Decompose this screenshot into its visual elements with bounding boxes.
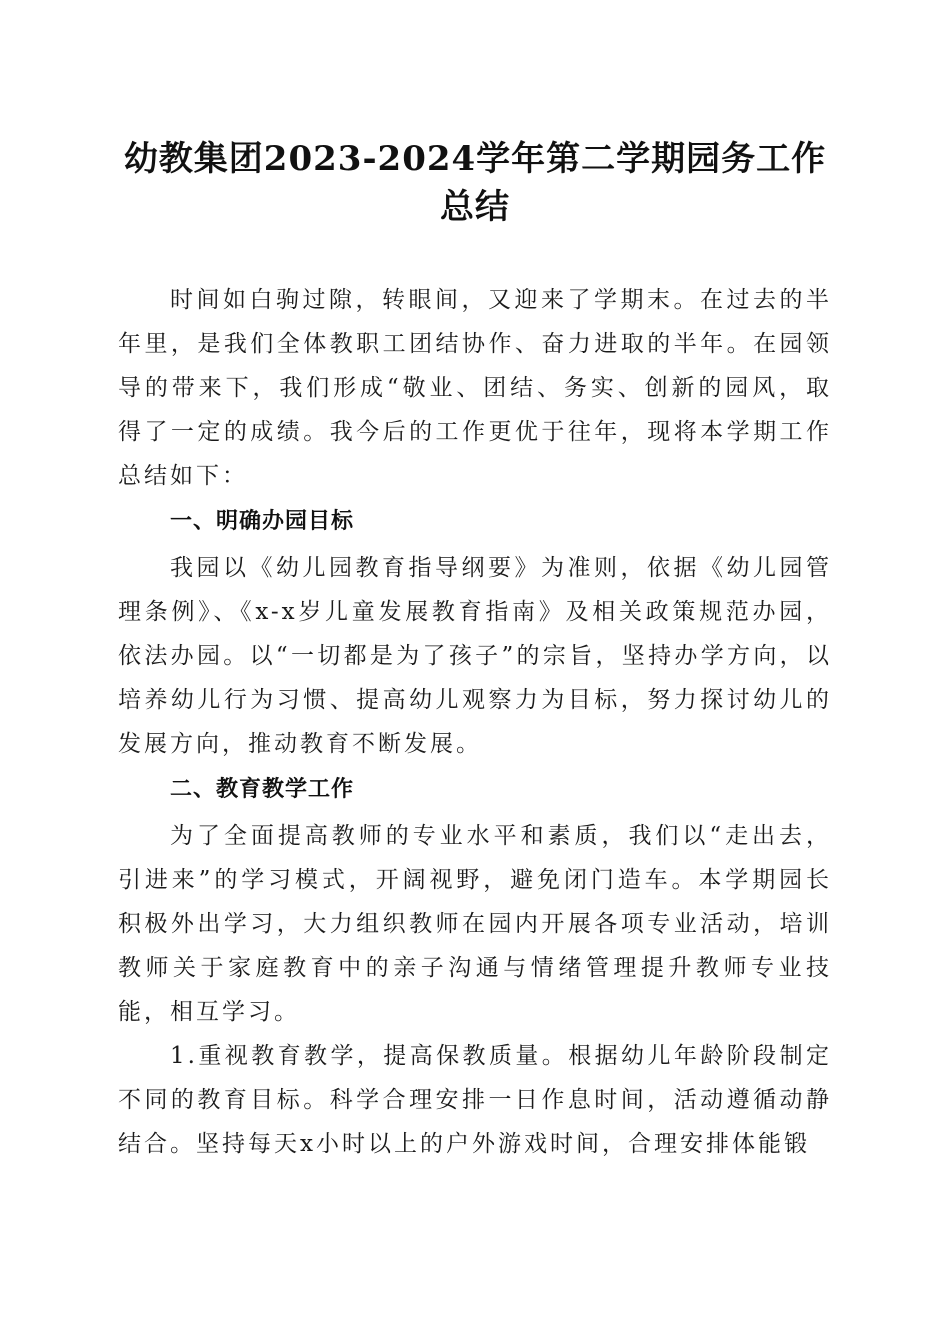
- document-title: 幼教集团2023-2024学年第二学期园务工作总结: [123, 139, 827, 227]
- section-teaching-paragraph-1: 为了全面提高教师的专业水平和素质，我们以“走出去，引进来”的学习模式，开阔视野，避免闭门造车。本学期园长积极外出学习，大力组织教师在园内开展各项专业活动，培训教师关于家庭教育中的亲子沟通与情绪管理提升教师专业技能，相互学习。: [118, 823, 832, 1025]
- section-teaching-paragraph-2: 1.重视教育教学，提高保教质量。根据幼儿年龄阶段制定不同的教育目标。科学合理安排一日作息时间，活动遵循动静结合。坚持每天x小时以上的户外游戏时间，合理安排体能锻: [118, 1043, 832, 1157]
- section-heading-teaching: 二、教育教学工作: [170, 777, 355, 802]
- section-heading-goals: 一、明确办园目标: [170, 509, 355, 534]
- section-goals-paragraph: 我园以《幼儿园教育指导纲要》为准则，依据《幼儿园管理条例》、《x-x岁儿童发展教育指南》及相关政策规范办园，依法办园。以“一切都是为了孩子”的宗旨，坚持办学方向，以培养幼儿行为习惯、提高幼儿观察力为目标，努力探讨幼儿的发展方向，推动教育不断发展。: [118, 555, 832, 757]
- document-body: [118, 278, 832, 1166]
- intro-paragraph: 时间如白驹过隙，转眼间，又迎来了学期末。在过去的半年里，是我们全体教职工团结协作、奋力进取的半年。在园领导的带来下，我们形成“敬业、团结、务实、创新的园风，取得了一定的成绩。我今后的工作更优于往年，现将本学期工作总结如下：: [118, 287, 832, 489]
